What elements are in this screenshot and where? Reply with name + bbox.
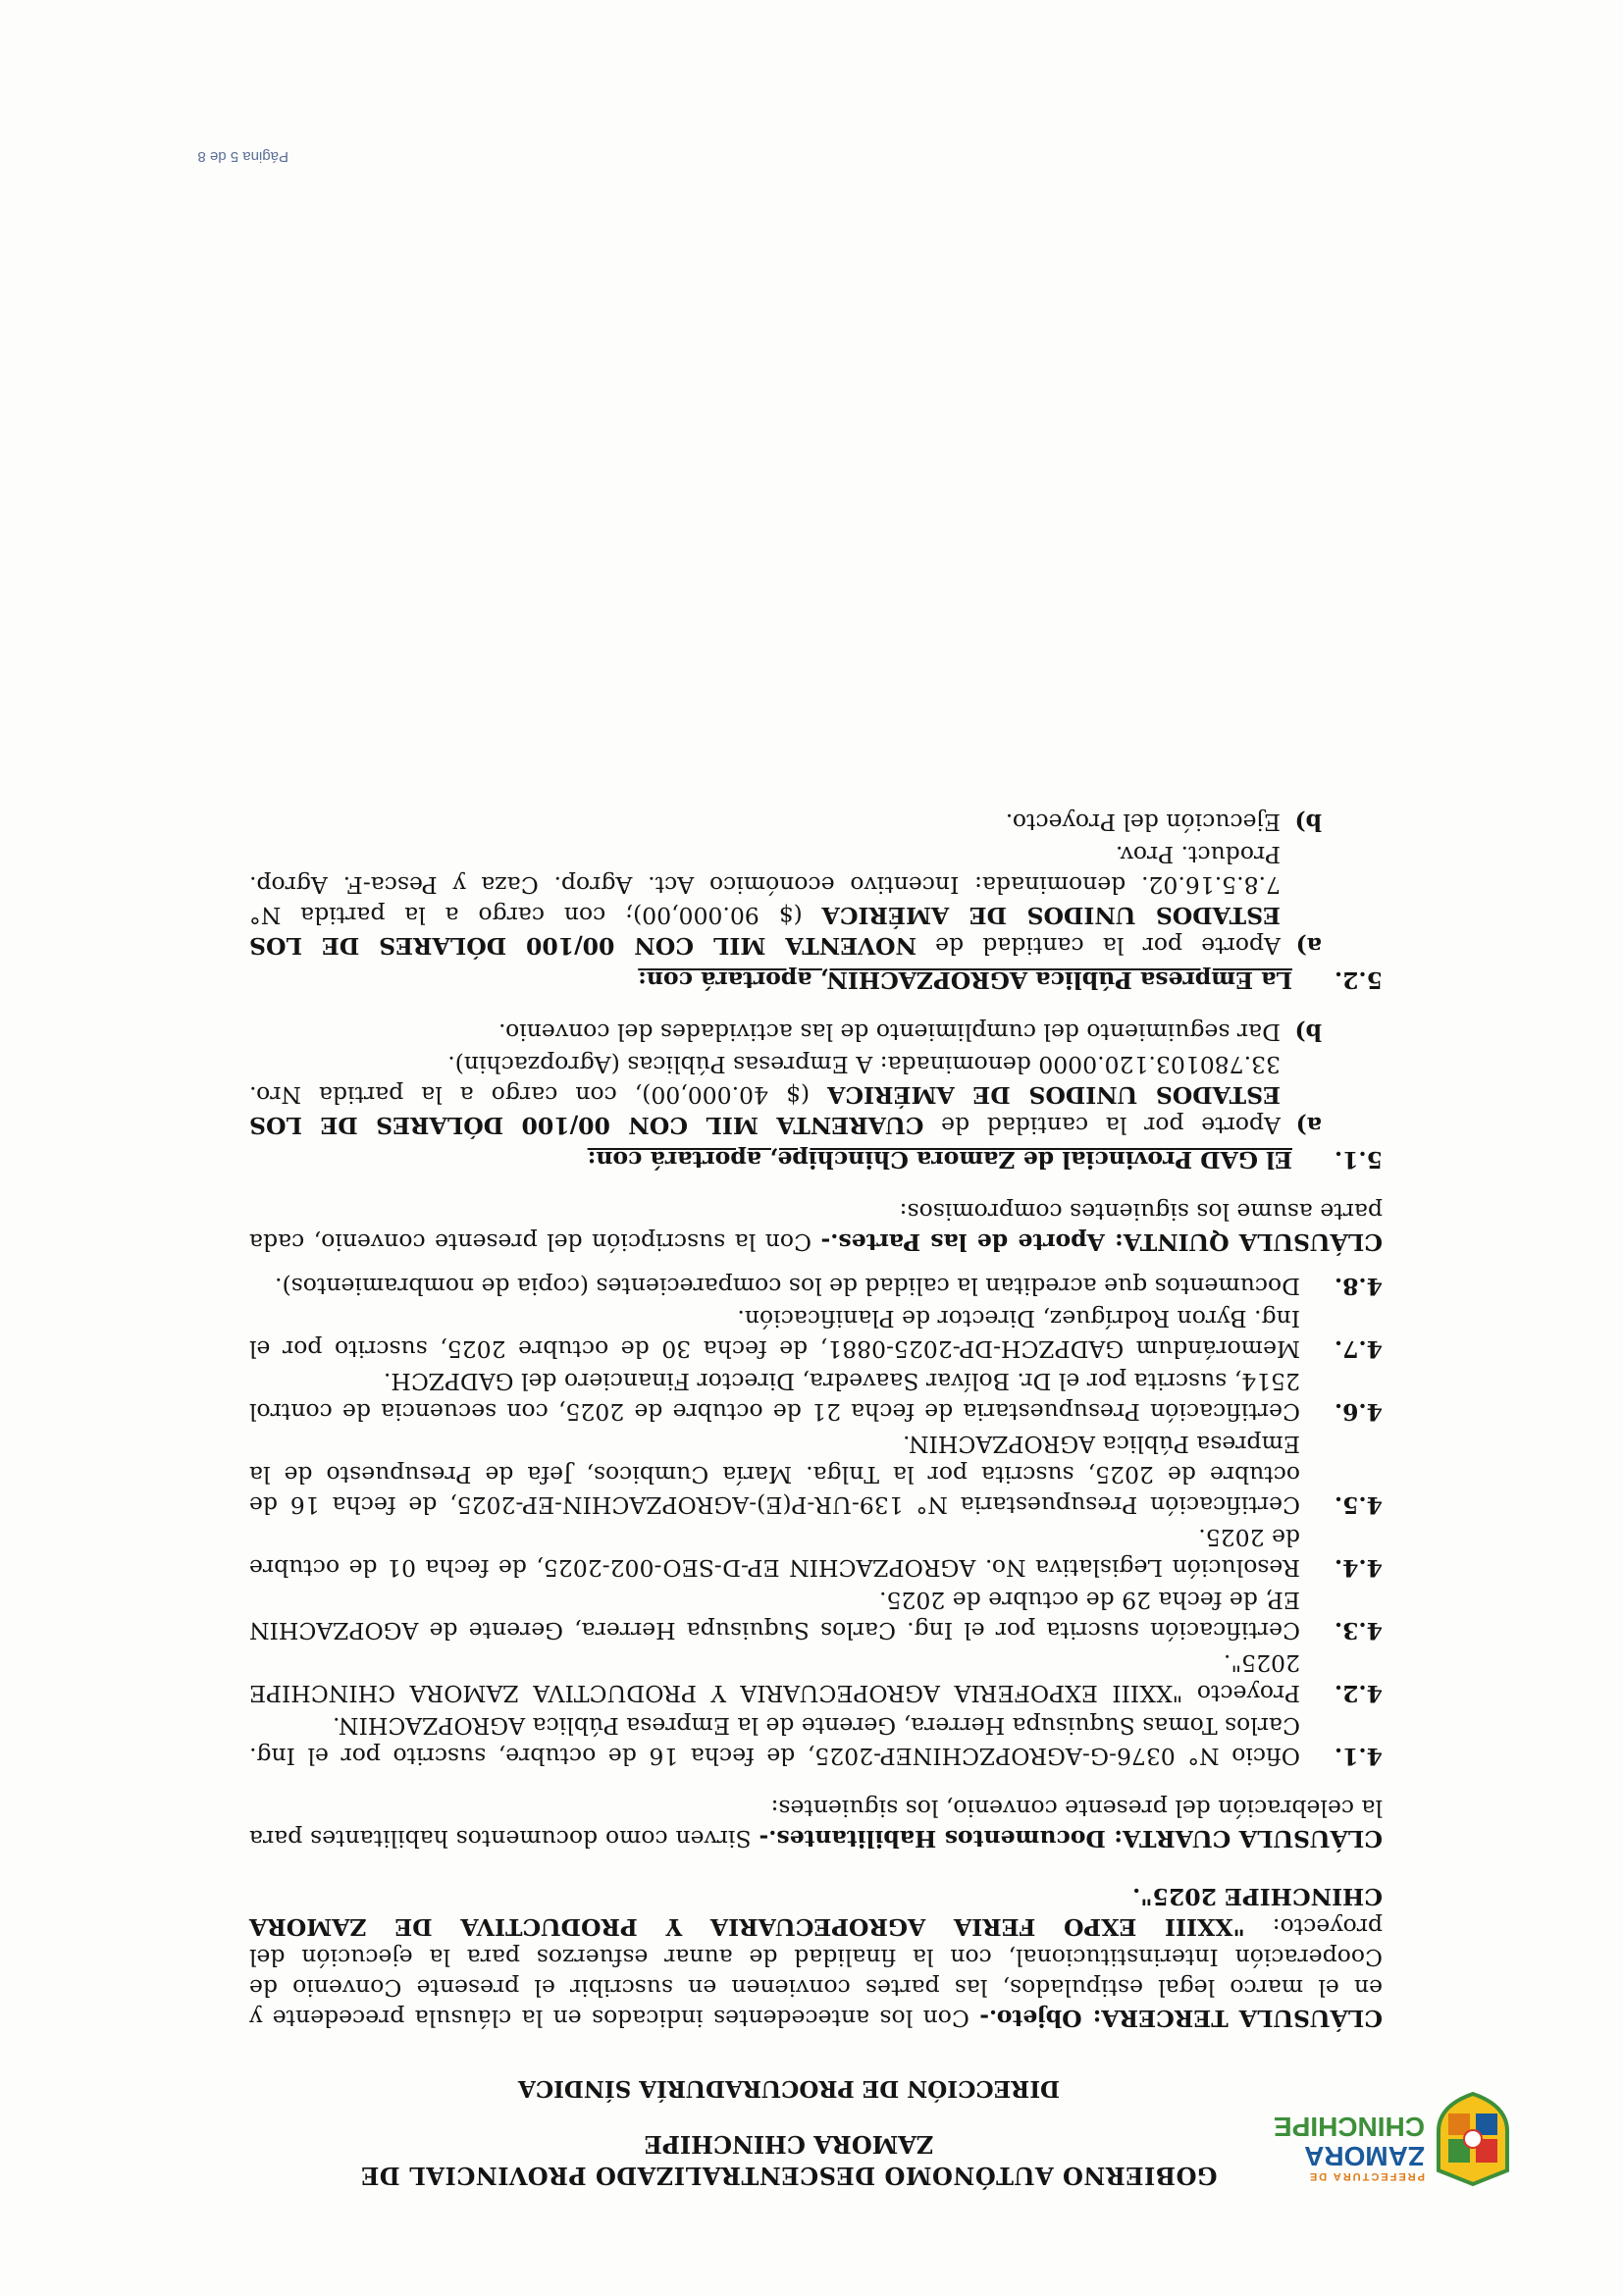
contribution-item xyxy=(249,1017,1322,1047)
enabling-document-item xyxy=(249,1366,1383,1427)
item-text-prefix: Ejecución del Proyecto. xyxy=(1005,809,1281,836)
enabling-document-item xyxy=(249,1303,1383,1364)
item-number: 4.3. xyxy=(1334,1617,1383,1644)
section-number: 5.1. xyxy=(1334,1146,1383,1174)
logo-wordmark-chinchipe: CHINCHIPE xyxy=(1273,2112,1425,2142)
item-number: 4.4. xyxy=(1334,1554,1383,1582)
item-number: 4.6. xyxy=(1334,1398,1383,1426)
item-text-prefix: Dar seguimiento del cumplimiento de las actividades del convenio. xyxy=(498,1018,1281,1046)
clause-fourth-heading: CLÁUSULA CUARTA: Documentos Habilitantes.- xyxy=(759,1825,1383,1852)
item-number: 4.7. xyxy=(1334,1335,1383,1363)
logo-prefecture-label: PREFECTURA DE xyxy=(1307,2170,1425,2182)
item-letter: b) xyxy=(1294,1018,1322,1046)
item-number: 4.2. xyxy=(1334,1680,1383,1707)
clause-third-project: "XXIII EXPO FERIA AGROPECUARIA Y PRODUCTIVA DE ZAMORA CHINCHIPE 2025". xyxy=(248,1883,1383,1941)
institution-title-line1: GOBIERNO AUTÓNOMO DESCENTRALIZADO PROVINCIAL DE xyxy=(360,2162,1218,2190)
clause-fifth-text: Con la suscripción del presente convenio, cada parte asume los siguientes compromisos: xyxy=(249,1198,1383,1256)
item-text: Documentos que acreditan la calidad de los comparecientes (copia de nombramientos). xyxy=(275,1273,1300,1300)
item-text xyxy=(249,807,1281,837)
contribution-item xyxy=(249,839,1322,961)
clause-third xyxy=(249,1881,1383,2033)
page-number: Página 5 de 8 xyxy=(197,148,288,165)
department-subtitle: DIRECCIÓN DE PROCURADURÍA SÍNDICA xyxy=(518,2075,1061,2102)
item-text-prefix: Aporte por la cantidad de xyxy=(916,932,1281,960)
clause-fourth-text: Sirven como documentos habilitantes para la celebración del presente convenio, los siguientes: xyxy=(249,1795,1383,1852)
clause-third-heading: CLÁUSULA TERCERA: Objeto.- xyxy=(979,2005,1383,2032)
item-text-prefix: Aporte por la cantidad de xyxy=(923,1112,1281,1139)
item-text: Certificación suscrita por el Ing. Carlos Suquisupa Herrera, Gerente de AGOPZACHIN EP, de fecha 29 de octubre de 2025. xyxy=(249,1587,1300,1644)
enabling-document-item xyxy=(249,1585,1383,1645)
item-text xyxy=(249,839,1281,961)
item-text-suffix: ($ 40.000,00), con cargo a la partida Nro. 33.780103.120.0000 denominada: A Empresas Públicas (Agropzachin). xyxy=(249,1051,1281,1109)
clause-fifth xyxy=(249,1196,1383,1257)
item-text: Resolución Legislativa No. AGROPZACHIN EP-D-SEO-002-2025, de fecha 01 de octubre de 2025. xyxy=(249,1524,1300,1582)
enabling-documents-list xyxy=(249,1271,1383,1771)
section-title: El GAD Provincial de Zamora Chinchipe, aportará con: xyxy=(587,1146,1292,1174)
item-text: Memorándum GADPZCH-DP-2025-0881, de fecha 30 de octubre 2025, suscrito por el Ing. Byron Rodríguez, Director de Planificación. xyxy=(249,1305,1300,1363)
item-text xyxy=(249,1049,1281,1140)
item-text-suffix: ($ 90.000,00); con cargo a la partida N° 7.8.5.16.02. denominada: Incentivo económico Act. Agrop. Caza y Pesca-F. Agrop. Product. Prov. xyxy=(249,841,1281,929)
item-text xyxy=(249,1017,1281,1047)
contribution-section-heading xyxy=(249,965,1383,995)
item-number: 4.8. xyxy=(1334,1273,1383,1300)
item-letter: b) xyxy=(1294,809,1322,836)
contributions-list xyxy=(249,807,1383,1174)
item-number: 4.5. xyxy=(1334,1491,1383,1519)
prefecture-shield-logo xyxy=(1429,2092,1517,2188)
contribution-section-heading xyxy=(249,1144,1383,1174)
institution-title-line2: ZAMORA CHINCHIPE xyxy=(644,2130,934,2159)
enabling-document-item xyxy=(249,1710,1383,1771)
section-number: 5.2. xyxy=(1334,966,1383,994)
document-body xyxy=(249,805,1383,2033)
enabling-document-item xyxy=(249,1271,1383,1301)
enabling-document-item xyxy=(249,1522,1383,1583)
clause-third-text: Con los antecedentes indicados en la cláusula precedente y en el marco legal estipulados, las partes convienen en suscribir el presente Convenio de Cooperación Interinstitucional, con la finalidad de aunar esfuerzos para la ejecución del proyecto: xyxy=(249,1913,1383,2032)
item-text: Oficio N° 0376-G-AGROPZCHINEP-2025, de fecha 16 de octubre, suscrito por el Ing. Carlos Tomas Suquisupa Herrera, Gerente de la Empresa Pública AGROPZACHIN. xyxy=(249,1712,1300,1770)
item-letter: a) xyxy=(1295,1112,1322,1139)
item-letter: a) xyxy=(1295,932,1322,960)
item-number: 4.1. xyxy=(1334,1743,1383,1770)
contribution-item xyxy=(249,807,1322,837)
section-title: La Empresa Pública AGROPZACHIN, aportará con: xyxy=(638,966,1292,994)
contribution-item xyxy=(249,1049,1322,1140)
clause-fifth-heading: CLÁUSULA QUINTA: Aporte de las Partes.- xyxy=(820,1228,1383,1256)
logo-wordmark-zamora: ZAMORA xyxy=(1304,2141,1425,2171)
item-text: Certificación Presupuestaria de fecha 21 de octubre de 2025, con secuencia de control 2514, suscrita por el Dr. Bolívar Saavedra, Director Financiero del GADPZCH. xyxy=(249,1368,1300,1426)
item-amount-words: CUARENTA MIL CON 00/100 DÓLARES DE LOS ESTADOS UNIDOS DE AMÉRICA xyxy=(249,1081,1281,1139)
enabling-document-item xyxy=(249,1647,1383,1708)
enabling-document-item xyxy=(249,1429,1383,1520)
clause-fourth xyxy=(249,1793,1383,1853)
item-text: Proyecto "XXIII EXPOFERIA AGROPECUARIA Y PRODUCTIVA ZAMORA CHINCHIPE 2025". xyxy=(249,1649,1300,1707)
item-text: Certificación Presupuestaria N° 139-UR-P(E)-AGROPZACHIN-EP-2025, de fecha 16 de octubre de 2025, suscrita por la Tnlga. María Cumbicos, Jefa de Presupuesto de la Empresa Pública AGROPZACHIN. xyxy=(249,1431,1300,1519)
item-amount-words: NOVENTA MIL CON 00/100 DÓLARES DE LOS ESTADOS UNIDOS DE AMÉRICA xyxy=(249,902,1281,960)
